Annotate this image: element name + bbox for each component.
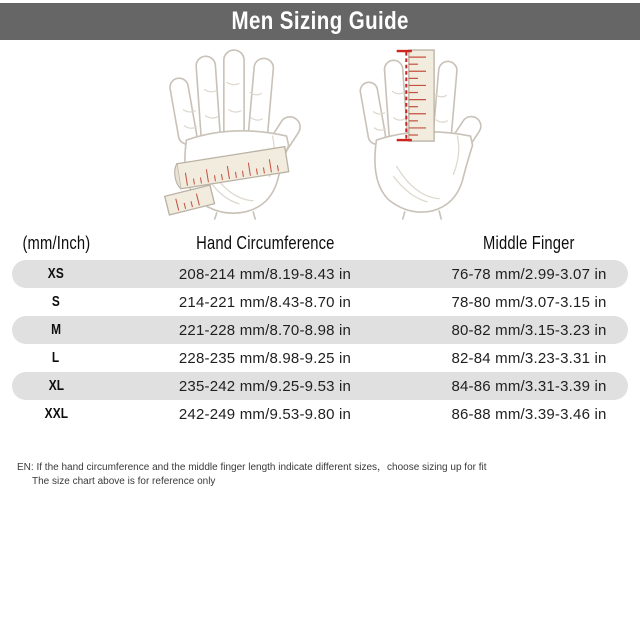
size-label: XL	[48, 378, 64, 394]
table-row	[12, 288, 628, 316]
hand-circumference-value: 235-242 mm/9.25-9.53 in	[178, 377, 352, 395]
footnote	[17, 461, 487, 489]
hand-with-measuring-tape-icon	[172, 47, 304, 219]
size-label: S	[51, 294, 61, 310]
column-header-middle-finger: Middle Finger	[483, 232, 575, 253]
measurement-illustrations	[0, 47, 640, 219]
hand-circumference-value: 221-228 mm/8.70-8.98 in	[178, 321, 352, 339]
table-row	[12, 400, 628, 428]
table-row	[12, 372, 628, 400]
middle-finger-value: 76-78 mm/2.99-3.07 in	[451, 265, 607, 283]
middle-finger-value: 80-82 mm/3.15-3.23 in	[451, 321, 607, 339]
footnote-text: If the hand circumference and the middle finger length indicate different sizes，choose sizing up for fit	[36, 462, 487, 473]
hand-circumference-value: 228-235 mm/8.98-9.25 in	[178, 349, 352, 367]
size-table	[12, 227, 628, 428]
table-header-row	[12, 227, 628, 259]
hand-circumference-value: 214-221 mm/8.43-8.70 in	[178, 293, 352, 311]
page-title: Men Sizing Guide	[231, 7, 409, 35]
table-row	[12, 344, 628, 372]
middle-finger-value: 82-84 mm/3.23-3.31 in	[451, 349, 607, 367]
middle-finger-value: 78-80 mm/3.07-3.15 in	[451, 293, 607, 311]
table-row	[12, 260, 628, 288]
middle-finger-value: 84-86 mm/3.31-3.39 in	[451, 377, 607, 395]
hand-with-finger-ruler-icon	[366, 47, 483, 219]
column-header-hand-circumference: Hand Circumference	[195, 232, 335, 253]
column-header-units: (mm/Inch)	[22, 232, 90, 253]
tape-tail	[164, 185, 214, 215]
size-label: M	[50, 322, 62, 338]
size-label: XS	[47, 266, 65, 282]
hand-outline	[168, 50, 303, 213]
hand-circumference-value: 242-249 mm/9.53-9.80 in	[178, 405, 352, 423]
size-label: L	[52, 350, 60, 366]
hand-circumference-value: 208-214 mm/8.19-8.43 in	[178, 265, 352, 283]
size-label: XXL	[44, 406, 68, 422]
table-row	[12, 316, 628, 344]
footnote-line-1	[17, 461, 487, 475]
middle-finger-value: 86-88 mm/3.39-3.46 in	[451, 405, 607, 423]
footnote-language-prefix: EN:	[17, 462, 34, 473]
footnote-line-2: The size chart above is for reference only	[32, 476, 216, 487]
title-bar	[0, 3, 640, 40]
